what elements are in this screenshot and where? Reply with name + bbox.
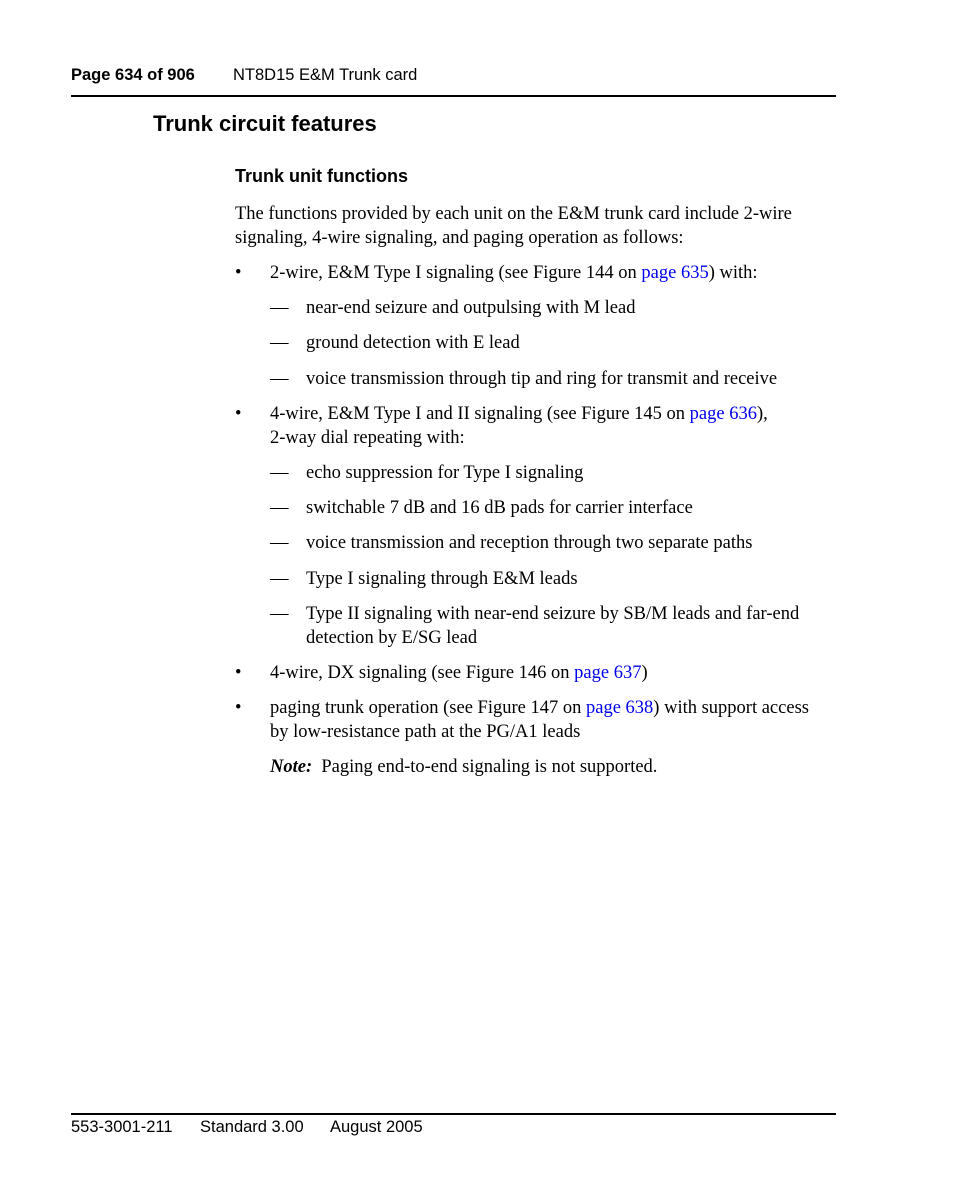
bullet-text-suffix: ): [641, 663, 648, 683]
bullet-text-line-2: by low-resistance path at the PG/A1 leads: [270, 722, 581, 742]
bullet-item-3: [270, 661, 648, 685]
intro-line-1: The functions provided by each unit on the E&M trunk card include 2-wire: [235, 204, 792, 224]
sub-item: switchable 7 dB and 16 dB pads for carrier interface: [306, 498, 693, 518]
note-text: Paging end-to-end signaling is not supported.: [321, 757, 658, 777]
bullet-text-suffix: ) with support access: [653, 698, 809, 718]
dash-marker: —: [270, 333, 289, 353]
bullet-text-suffix: ),: [756, 404, 768, 424]
footer-standard: Standard 3.00: [200, 1118, 304, 1136]
document-title: NT8D15 E&M Trunk card: [233, 66, 418, 84]
bullet-item-2: [270, 402, 768, 450]
dash-marker: —: [270, 604, 289, 624]
dash-marker: —: [270, 533, 289, 553]
bullet-marker: •: [235, 698, 242, 718]
bullet-item-4: [270, 696, 809, 744]
sub-item: near-end seizure and outpulsing with M lead: [306, 298, 636, 318]
page-link-635[interactable]: page 635: [641, 263, 709, 283]
footer-date: August 2005: [330, 1118, 423, 1136]
page-number: Page 634 of 906: [71, 66, 195, 84]
sub-item-line-1: Type II signaling with near-end seizure by SB/M leads and far-end: [306, 604, 800, 624]
intro-line-2: signaling, 4-wire signaling, and paging operation as follows:: [235, 228, 684, 248]
sub-item: voice transmission and reception through two separate paths: [306, 533, 753, 553]
header-rule: [71, 95, 836, 97]
subsection-title: Trunk unit functions: [235, 166, 408, 186]
sub-item-line-2: detection by E/SG lead: [306, 628, 478, 648]
note: [270, 755, 657, 779]
dash-marker: —: [270, 369, 289, 389]
bullet-text: paging trunk operation (see Figure 147 on: [270, 698, 586, 718]
sub-item: [306, 602, 799, 650]
bullet-text: 4-wire, E&M Type I and II signaling (see Figure 145 on: [270, 404, 690, 424]
bullet-text: 4-wire, DX signaling (see Figure 146 on: [270, 663, 575, 683]
sub-item: voice transmission through tip and ring for transmit and receive: [306, 369, 778, 389]
dash-marker: —: [270, 298, 289, 318]
page-link-637[interactable]: page 637: [574, 663, 642, 683]
sub-item: ground detection with E lead: [306, 333, 520, 353]
bullet-marker: •: [235, 263, 242, 283]
section-title: Trunk circuit features: [153, 111, 377, 136]
bullet-text-line-2: 2-way dial repeating with:: [270, 428, 465, 448]
bullet-marker: •: [235, 663, 242, 683]
intro-paragraph: [235, 202, 792, 250]
dash-marker: —: [270, 463, 289, 483]
bullet-text: 2-wire, E&M Type I signaling (see Figure 144 on: [270, 263, 642, 283]
sub-item: Type I signaling through E&M leads: [306, 569, 578, 589]
bullet-item-1: [270, 261, 758, 285]
note-label: Note:: [270, 757, 313, 777]
dash-marker: —: [270, 498, 289, 518]
page-link-636[interactable]: page 636: [689, 404, 757, 424]
bullet-marker: •: [235, 404, 242, 424]
footer-rule: [71, 1113, 836, 1115]
bullet-text-suffix: ) with:: [708, 263, 758, 283]
footer-doc-number: 553-3001-211: [71, 1118, 173, 1136]
sub-item: echo suppression for Type I signaling: [306, 463, 584, 483]
page-link-638[interactable]: page 638: [585, 698, 654, 718]
dash-marker: —: [270, 569, 289, 589]
